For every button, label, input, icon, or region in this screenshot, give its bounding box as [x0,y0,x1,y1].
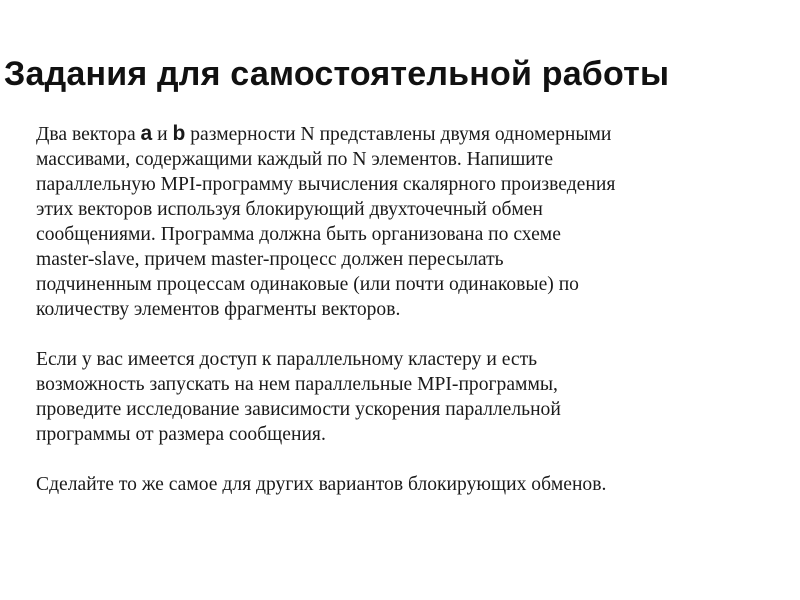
line-text: размерности N представлены двумя одномерными [185,124,612,145]
line-text: и [152,124,173,145]
vector-b-label: b [172,122,186,145]
task-paragraph-2 [36,347,776,447]
slide-title: Задания для самостоятельной работы [4,55,670,93]
paragraph-line: проведите исследование зависимости ускорения параллельной [36,399,561,420]
paragraph-line: сообщениями. Программа должна быть организована по схеме [36,224,561,245]
paragraph-line: количеству элементов фрагменты векторов. [36,299,401,320]
paragraph-line: возможность запускать на нем параллельные MPI-программы, [36,374,558,395]
paragraph-line: массивами, содержащими каждый по N элементов. Напишите [36,149,554,170]
paragraph-line: этих векторов используя блокирующий двухточечный обмен [36,199,543,220]
paragraph-line: Если у вас имеется доступ к параллельному кластеру и есть [36,349,538,370]
paragraph-line: программы от размера сообщения. [36,424,326,445]
paragraph-line: подчиненным процессам одинаковые (или почти одинаковые) по [36,274,579,295]
paragraph-line: Сделайте то же самое для других вариантов блокирующих обменов. [36,474,607,495]
task-paragraph-1 [36,121,776,322]
paragraph-line [36,121,776,147]
paragraph-line: master-slave, причем master-процесс должен пересылать [36,249,504,270]
paragraph-line: параллельную MPI-программу вычисления скалярного произведения [36,174,616,195]
line-text: Два вектора [36,124,141,145]
vector-a-label: a [140,122,153,145]
slide-body [36,121,776,522]
task-paragraph-3 [36,472,776,497]
